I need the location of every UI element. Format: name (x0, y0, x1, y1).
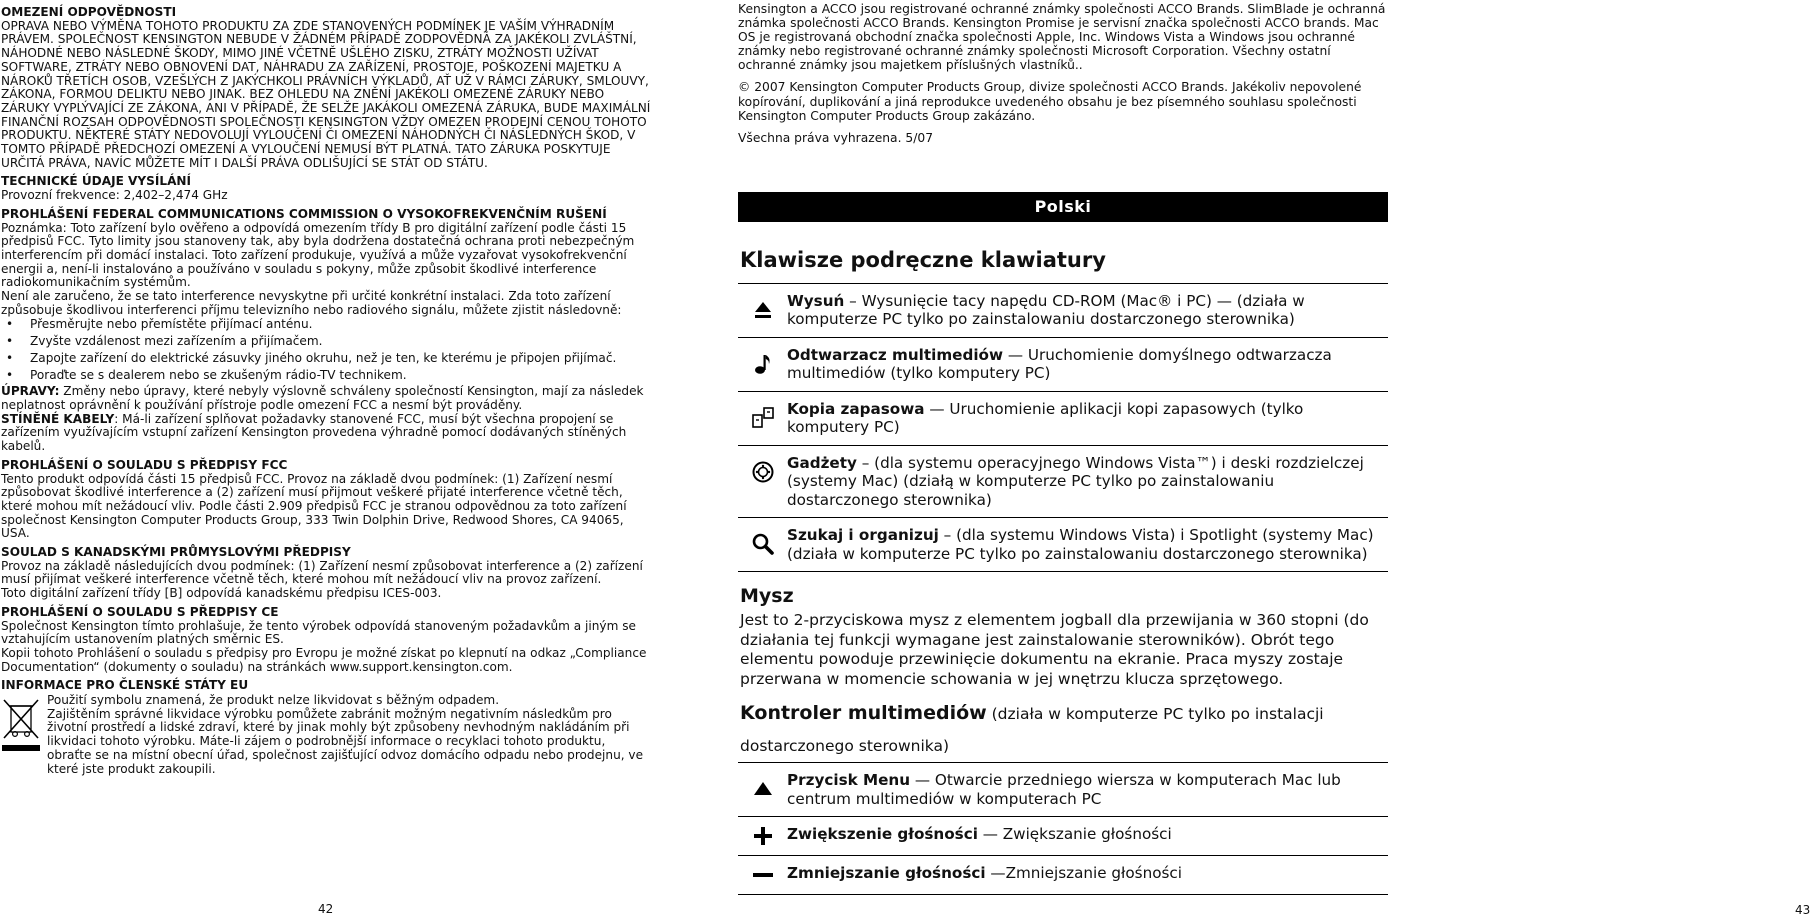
media-row-volume-up (738, 817, 1388, 856)
backup-icon (738, 400, 787, 436)
hotkey-desc: — Uruchomienie domyślnego odtwarzacza multimediów (tylko komputery PC) (787, 345, 1332, 383)
page-number: 43 (1795, 902, 1810, 917)
media-controller-heading (740, 698, 1388, 762)
ce-paragraph: Kopii tohoto Prohlášení o souladu s předpisy pro Evropu je možné získat po klepnutí na odkaz „Compliance Documentation“ (dokumenty o souladu) na stránkách www.support.kensington.com. (1, 645, 647, 674)
media-controller-note: (działa w komputerze PC tylko po instalacji dostarczonego sterownika) (740, 705, 1324, 756)
plus-icon (738, 825, 787, 847)
hotkey-desc: — Uruchomienie aplikacji kopi zapasowych (tylko komputery PC) (787, 399, 1304, 437)
tech-text: Provozní frekvence: 2,402–2,474 GHz (1, 188, 228, 203)
hotkey-name: Wysuń (787, 291, 845, 310)
weee-block (1, 694, 652, 776)
minus-icon (738, 864, 787, 886)
hotkey-desc: – (dla systemu Windows Vista) i Spotlight (systemy Mac) (działa w komputerze PC tylko po zainstalowaniu dostarczonego sterownika) (787, 526, 1374, 563)
hotkey-row-media-player (738, 338, 1388, 392)
language-bar: Polski (738, 192, 1388, 222)
media-key-desc: —Zmniejszanie głośności (985, 864, 1182, 883)
list-item: • Přesměrujte nebo přemístěte přijímací anténu. (1, 318, 652, 332)
media-key-name: Zmniejszanie głośności (787, 864, 986, 883)
media-key-name: Przycisk Menu (787, 771, 911, 790)
trademarks-text: Kensington a ACCO jsou registrované ochranné známky společnosti ACCO Brands. SlimBlade je ochranná známka společnosti ACCO Brands. Kensington Promise je servisní značka společnosti ACCO brands. Mac OS je registrovaná obchodní značka společnosti Apple, Inc. Windows Vista a Windows jsou ochranné známky nebo registrované ochranné známky společnosti Microsoft Corporation. Všechny ostatní ochranné známky jsou majetkem příslušných vlastníků.. (738, 2, 1386, 73)
crossed-bin-icon (1, 694, 47, 756)
ce-heading: PROHLÁŠENÍ O SOULADU S PŘEDPISY CE (1, 604, 279, 619)
hotkey-desc: – (dla systemu operacyjnego Windows Vista™) i deski rozdzielczej (systemy Mac) (działą w komputerze PC tylko po zainstalowaniu dostarczonego sterownika) (787, 453, 1364, 509)
cables-label: STÍNĚNÉ KABELY (1, 411, 115, 426)
fcc-compliance-text: Tento produkt odpovídá části 15 předpisů FCC. Provoz na základě dvou podmínek: (1) Zařízení nesmí způsobovat škodlivé interference a (2) zařízení musí přijmout veškeré přijaté interference včetně těch, které mohou mít nežádoucí vliv. Podle části 2.909 předpisů FCC je stranou odpovědnou za toto zařízení společnost Kensington Computer Products Group, 333 Twin Dolphin Drive, Redwood Shores, CA 94065, USA. (1, 471, 627, 541)
list-item: • Poraďte se s dealerem nebo se zkušeným rádio-TV technikem. (1, 369, 652, 383)
hotkey-name: Gadżety (787, 453, 857, 472)
mouse-heading: Mysz (740, 585, 794, 608)
eu-paragraph: Zajištěním správné likvidace výrobku pomůžete zabránit možným negativním následkům pro životní prostředí a lidské zdraví, které by jinak mohly být způsobeny nevhodným nakládáním při likvidaci tohoto výrobku. Máte-li zájem o podrobnější informace o recyklaci tohoto produktu, obraťte se na místní obecní úřad, společnost zajišťující odvoz domácího odpadu nebo prodejnu, ve které jste produkt zakoupili. (47, 706, 644, 776)
canada-heading: SOULAD S KANADSKÝMI PRŮMYSLOVÝMI PŘEDPISY (1, 545, 351, 560)
fcc-compliance-heading: PROHLÁŠENÍ O SOULADU S PŘEDPISY FCC (1, 457, 288, 472)
mouse-text: Jest to 2-przyciskowa mysz z elementem jogball dla przewijania w 360 stopni (do działania tej funkcji wymagane jest zainstalowanie sterowników). Obrót tego elementu powoduje przewinięcie dokumentu na ekranie. Praca myszy zostaje przerwana w momencie schowania w jej wnętrzu klucza sprzętowego. (740, 611, 1369, 688)
tech-heading: TECHNICKÉ ÚDAJE VYSÍLÁNÍ (1, 174, 192, 189)
hotkey-name: Szukaj i organizuj (787, 526, 939, 545)
fcc-bullet-list (1, 318, 652, 382)
hotkey-desc: – Wysunięcie tacy napędu CD-ROM (Mac® i PC) — (działa w komputerze PC tylko po zainstalowaniu dostarczonego sterownika) (787, 291, 1305, 329)
canada-paragraph: Provoz na základě následujících dvou podmínek: (1) Zařízení nesmí způsobovat interference a (2) zařízení musí přijímat veškeré interference včetně těch, které mohou mít nežádoucí vliv na provoz zařízení. (1, 558, 643, 587)
hotkey-row-gadgets (738, 446, 1388, 519)
fcc-paragraph: Poznámka: Toto zařízení bylo ověřeno a odpovídá omezením třídy B pro digitální zařízení podle části 15 předpisů FCC. Tyto limity jsou stanoveny tak, aby byla dodržena dostatečná ochrana proti nebezpečným interferencím při domácí instalaci. Toto zařízení produkuje, využívá a může vyzařovat vysokofrekvenční energii a, není-li instalováno a používáno v souladu s pokyny, může způsobit škodlivé interference radiokomunikačním systémům. (1, 220, 635, 290)
right-page (738, 0, 1810, 921)
list-item: • Zapojte zařízení do elektrické zásuvky jiného okruhu, než je ten, ke kterému je připojen přijímač. (1, 352, 652, 366)
media-key-name: Zwiększenie głośności (787, 825, 978, 844)
hotkey-name: Kopia zapasowa (787, 399, 925, 418)
copyright-text: © 2007 Kensington Computer Products Group, divize společnosti ACCO Brands. Jakékoliv nepovolené kopírování, duplikování a jiná reprodukce uvedeného obsahu je bez písemného souhlasu společnosti Kensington Computer Products Group zakázáno. (738, 80, 1362, 123)
ce-paragraph: Společnost Kensington tímto prohlašuje, že tento výrobek odpovídá stanoveným požadavkům a jiným se vztahujícím ustanovením platných směrnic ES. (1, 618, 636, 647)
eu-paragraph: Použití symbolu znamená, že produkt nelze likvidovat s běžným odpadem. (47, 693, 500, 708)
media-row-menu (738, 763, 1388, 817)
modifications-label: ÚPRAVY: (1, 384, 60, 399)
menu-triangle-icon (738, 771, 787, 807)
canada-paragraph: Toto digitální zařízení třídy [B] odpovídá kanadskému předpisu ICES-003. (1, 586, 442, 601)
hotkey-row-backup (738, 392, 1388, 446)
modifications-paragraph (1, 385, 652, 412)
warranty-heading: OMEZENÍ ODPOVĚDNOSTI (1, 5, 177, 19)
media-key-desc: — Zwiększanie głośności (977, 825, 1172, 844)
media-row-volume-down (738, 856, 1388, 895)
fcc-paragraph: Není ale zaručeno, že se tato interference nevyskytne při určité konkrétní instalaci. Zda toto zařízení způsobuje škodlivou interferenci příjmu televizního nebo radiového signálu, můžete zjistit následovně: (1, 289, 622, 317)
rights-text: Všechna práva vyhrazena. 5/07 (738, 130, 934, 145)
music-note-icon (738, 346, 787, 382)
gadgets-icon (738, 454, 787, 490)
eject-icon (738, 292, 787, 328)
hotkey-name: Odtwarzacz multimediów (787, 345, 1004, 364)
cables-paragraph (1, 413, 652, 454)
fcc-heading: PROHLÁŠENÍ FEDERAL COMMUNICATIONS COMMISSION O VYSOKOFREKVENČNÍM RUŠENÍ (1, 206, 607, 221)
eu-heading: INFORMACE PRO ČLENSKÉ STÁTY EU (1, 678, 249, 693)
hotkeys-heading: Klawisze podręczne klawiatury (740, 247, 1106, 272)
warranty-text: OPRAVA NEBO VÝMĚNA TOHOTO PRODUKTU ZA ZDE STANOVENÝCH PODMÍNEK JE VAŠÍM VÝHRADNÍM PRÁVEM. SPOLEČNOST KENSINGTON NEBUDE V ŽÁDNÉM PŘÍPADĚ ZODPOVĚDNÁ ZA JAKÉKOLI ZVLÁŠTNÍ, NÁHODNÉ NEBO NÁSLEDNÉ ŠKODY, MIMO JINÉ VČETNĚ UŠLÉHO ZISKU, ZTRÁTY MOŽNOSTI UŽÍVAT SOFTWARE, ZTRÁTY NEBO OBNOVENÍ DAT, NÁHRADU ZA ZAŘÍZENÍ, PROSTOJE, POŠKOZENÍ MAJETKU A NÁROKŮ TŘETÍCH OSOB, VZEŠLÝCH Z JAKÝCHKOLI PRÁVNÍCH VÝKLADŮ, AŤ UŽ V RÁMCI ZÁRUKY, SMLOUVY, ZÁKONA, FORMOU DELIKTU NEBO JINAK. BEZ OHLEDU NA ZNĚNÍ JAKÉKOLI OMEZENÉ ZÁRUKY NEBO ZÁRUKY VYPLÝVAJÍCÍ ZE ZÁKONA, ANI V PŘÍPADĚ, ŽE SELŽE JAKÁKOLI OMEZENÁ ZÁRUKA, BUDE MAXIMÁLNÍ FINANČNÍ ROZSAH ODPOVĚDNOSTI SPOLEČNOSTI KENSINGTON VŽDY OMEZEN PRODEJNÍ CENOU TOHOTO PRODUKTU. NĚKTERÉ STÁTY NEDOVOLUJÍ VYLOUČENÍ ČI OMEZENÍ NÁHODNÝCH ČI NÁSLEDNÝCH ŠKOD, V TOMTO PŘÍPADĚ PŘEDCHOZÍ OMEZENÍ A VYLOUČENÍ NEMUSÍ BÝT PLATNÁ. TATO ZÁRUKA POSKYTUJE URČITÁ PRÁVA, NAVÍC MŮŽETE MÍT I DALŠÍ PRÁVA ODLIŠUJÍCÍ SE STÁT OD STÁTU. (1, 18, 651, 170)
media-key-desc: — Otwarcie przedniego wiersza w komputerach Mac lub centrum multimediów w komputerach PC (787, 771, 1341, 808)
hotkey-row-eject (738, 284, 1388, 338)
page-number: 42 (318, 902, 334, 917)
hotkey-row-search (738, 518, 1388, 572)
modifications-text: Změny nebo úpravy, které nebyly výslovně schváleny společností Kensington, mají za následek neplatnost oprávnění k používání přístroje podle omezení FCC a nesmí být prováděny. (1, 384, 644, 412)
list-item: • Zvyšte vzdálenost mezi zařízením a přijímačem. (1, 335, 652, 349)
media-controller-title: Kontroler multimediów (740, 702, 987, 725)
cables-text: : Má-li zařízení splňovat požadavky stanovené FCC, musí být všechna propojení se zařízením využívajícím vstupní zařízení Kensington provedena výhradně pomocí dodávaných stíněných kabelů. (1, 411, 627, 454)
search-icon (738, 526, 787, 562)
left-page (0, 0, 660, 921)
